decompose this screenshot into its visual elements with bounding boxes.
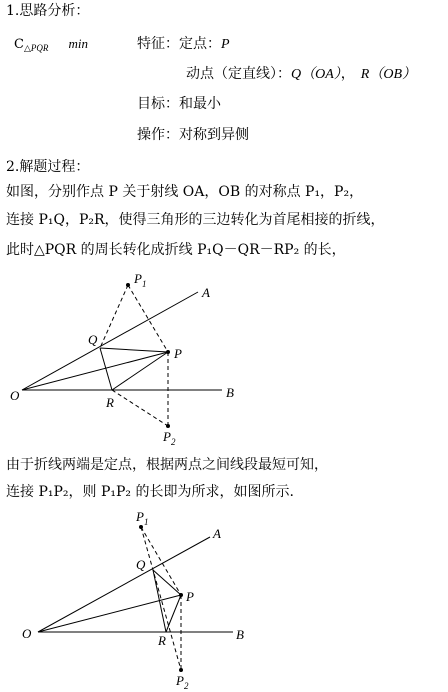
label-p: P [174,346,182,361]
label-q-2: Q [136,557,146,572]
label-b: B [226,385,234,400]
segment-p-p1-2 [141,527,181,595]
label-a: A [202,285,210,300]
label-b-2: B [236,627,244,642]
segment-r-p2 [112,390,168,426]
section2-title: 2.解题过程： [6,159,90,175]
point-p2-2 [179,668,183,672]
moving-r: R [360,67,370,82]
figure-1 [0,270,448,450]
segment-rp-2 [166,595,181,632]
moving-q: Q [291,67,302,82]
point-p1-2 [139,525,143,529]
moving-sep: ， [340,66,355,82]
solution-line-1: 如图，分别作点 P 关于射线 OA，OB 的对称点 P₁，P₂， [6,184,364,200]
section1-title: 1.思路分析： [6,3,90,19]
solution-line-5: 连接 P₁P₂，则 P₁P₂ 的长即为所求，如图所示. [6,484,294,500]
feature-value: 定点： [179,36,221,52]
label-o-2: O [22,626,32,641]
label-q: Q [88,332,98,347]
moving-q-line: （OA） [301,67,341,82]
operation-row [137,126,249,144]
moving-label: 动点（定直线）： [186,66,291,82]
label-p1: $P_1$ [134,271,147,289]
label-o: O [10,388,20,403]
label-r-2: R [158,633,166,648]
segment-op [22,352,168,390]
ray-oa-2 [38,537,210,632]
fixed-point-p: P [221,37,230,52]
ray-oa [22,292,198,390]
point-p-2 [179,593,183,597]
label-r: R [106,395,114,410]
goal-value: 和最小 [179,96,221,112]
feature-label: 特征： [137,36,179,52]
objective-min: min [68,36,89,51]
label-p2-2: $P_2$ [176,673,189,691]
solution-line-2: 连接 P₁Q，P₂R，使得三角形的三边转化为首尾相接的折线， [6,212,385,228]
goal-row [137,95,221,113]
label-p2: $P_2$ [163,429,176,447]
solution-line-3: 此时△PQR 的周长转化成折线 P₁Q－QR－RP₂ 的长， [6,242,346,258]
moving-r-line: （OB） [369,67,417,82]
segment-p-p1 [128,285,168,352]
label-a-2: A [213,526,221,541]
operation-value: 对称到异侧 [179,127,249,143]
figure-2 [0,505,448,692]
label-p1-2: $P_1$ [136,509,149,527]
objective-expression [14,35,88,54]
point-p1 [126,283,130,287]
moving-row [186,65,416,84]
operation-label: 操作： [137,127,179,143]
point-p2 [166,424,170,428]
objective-subscript: △PQR [23,43,49,53]
goal-label: 目标： [137,96,179,112]
point-p [166,350,170,354]
label-p-2: P [186,589,194,604]
feature-row [137,35,230,54]
segment-p1-p2 [141,527,181,670]
segment-rp [112,352,168,390]
solution-line-4: 由于折线两端是定点，根据两点之间线段最短可知， [6,457,328,473]
segment-qp [100,348,168,352]
objective-c: C [14,37,24,52]
